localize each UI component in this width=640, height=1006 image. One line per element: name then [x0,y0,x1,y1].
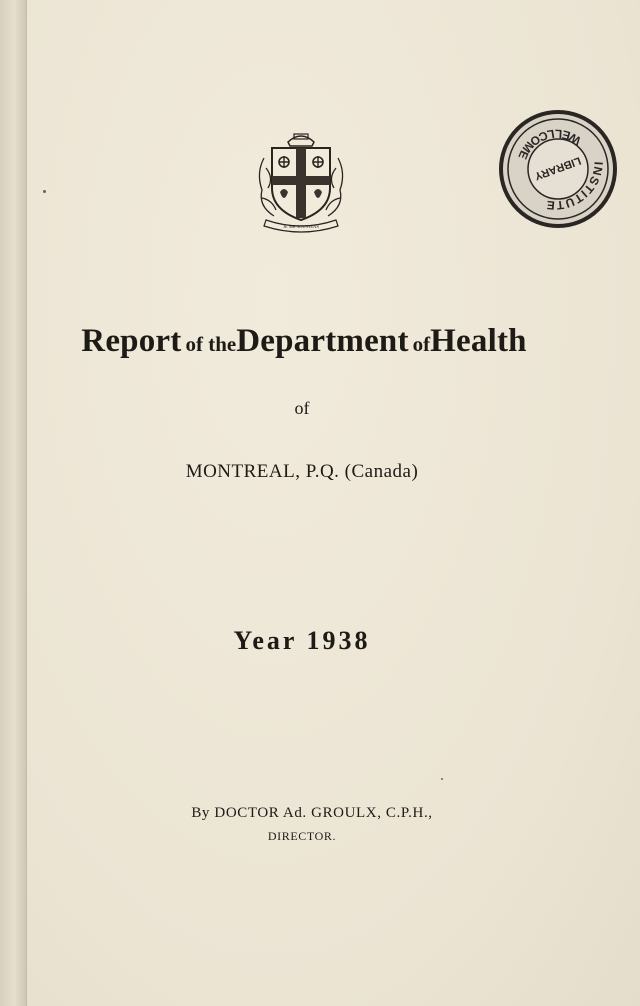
coat-of-arms-emblem [254,128,348,234]
paper-speck [441,778,443,780]
stamp-library-text: LIBRARY [532,154,583,182]
title-word-of-the: of the [185,332,237,356]
stamp-institute-text: INSTITUTE [545,161,606,213]
stamp-wellcome-text: WELLCOME [514,126,584,163]
year-heading: Year 1938 [233,626,371,655]
wellcome-library-stamp [497,108,619,230]
city-line: MONTREAL, P.Q. (Canada) [185,461,419,482]
author-line: By DOCTOR Ad. GROULX, C.P.H., [191,805,433,821]
title-word-of: of [412,332,431,356]
title-word-health: Health [430,323,527,359]
crest-motto: JE ME SOUVIENS [283,224,319,229]
report-title [0,325,608,358]
book-spine [0,0,27,1006]
paper-speck [43,190,46,193]
title-word-department: Department [236,323,409,359]
author-role: DIRECTOR. [267,829,337,843]
title-word-report: Report [81,323,182,359]
of-line: of [294,398,310,418]
